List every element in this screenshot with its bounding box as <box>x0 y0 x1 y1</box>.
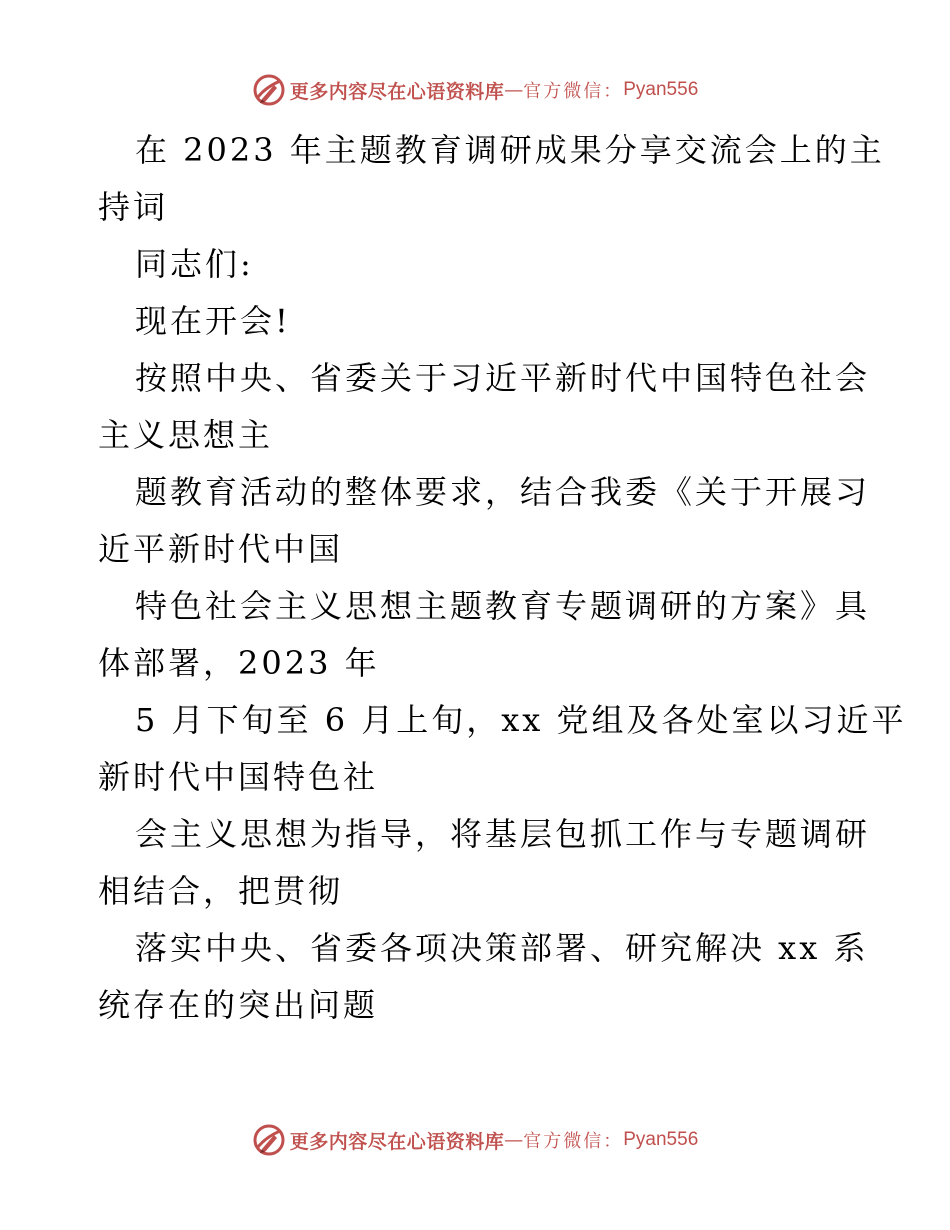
banner-official-label: 官方微信： <box>523 1131 624 1152</box>
banner-dash: — <box>504 1129 524 1151</box>
doc-line: 落实中央、省委各项决策部署、研究解决 xx 系 <box>135 929 869 967</box>
banner-official-label: 官方微信： <box>523 81 624 102</box>
pen-logo-icon <box>252 73 286 107</box>
banner-dash: — <box>504 79 524 101</box>
doc-line: 5 月下旬至 6 月上旬，xx 党组及各处室以习近平 <box>135 701 907 739</box>
banner-slogan: 更多内容尽在心语资料库 <box>289 1130 505 1153</box>
doc-line: 主义思想主 <box>98 416 274 454</box>
doc-line: 按照中央、省委关于习近平新时代中国特色社会 <box>135 359 871 397</box>
doc-line: 相结合，把贯彻 <box>98 872 344 910</box>
doc-line: 体部署，2023 年 <box>98 644 380 682</box>
doc-line: 统存在的突出问题 <box>98 986 379 1024</box>
doc-line: 特色社会主义思想主题教育专题调研的方案》具 <box>135 587 871 625</box>
doc-line: 持词 <box>98 188 169 226</box>
doc-line: 会主义思想为指导，将基层包抓工作与专题调研 <box>135 815 871 853</box>
banner-wechat-id: Pyan556 <box>623 1129 699 1150</box>
banner-wechat-id: Pyan556 <box>623 79 699 100</box>
doc-line: 现在开会! <box>135 302 291 340</box>
banner-slogan: 更多内容尽在心语资料库 <box>289 80 505 103</box>
pen-logo-icon <box>252 1123 286 1157</box>
doc-line: 近平新时代中国 <box>98 530 344 568</box>
document-body <box>98 122 907 1034</box>
doc-line: 新时代中国特色社 <box>98 758 379 796</box>
footer-banner <box>0 1120 950 1160</box>
header-banner <box>0 70 950 110</box>
doc-line: 题教育活动的整体要求，结合我委《关于开展习 <box>135 473 871 511</box>
doc-line: 在 2023 年主题教育调研成果分享交流会上的主 <box>135 131 885 169</box>
doc-line: 同志们: <box>135 245 254 283</box>
